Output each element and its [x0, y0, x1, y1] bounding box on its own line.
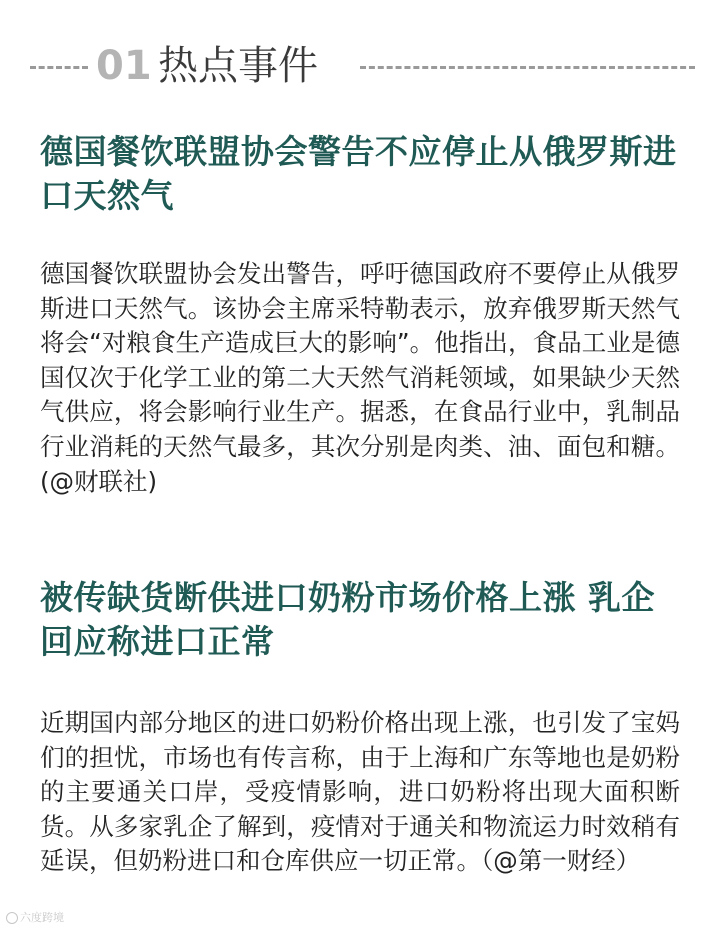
weibo-icon	[6, 912, 18, 924]
article-body: 德国餐饮联盟协会发出警告，呼吁德国政府不要停止从俄罗斯进口天然气。该协会主席采特勒表示，放弃俄罗斯天然气将会“对粮食生产造成巨大的影响”。他指出，食品工业是德国仅次于化学工业的第二大天然气消耗领域，如果缺少天然气供应，将会影响行业生产。据悉，在食品行业中，乳制品行业消耗的天然气最多，其次分别是肉类、油、面包和糖。(@财联社)	[40, 259, 680, 496]
article-body: 近期国内部分地区的进口奶粉价格出现上涨，也引发了宝妈们的担忧，市场也有传言称，由于上海和广东等地也是奶粉的主要通关口岸，受疫情影响，进口奶粉将出现大面积断货。从多家乳企了解到，疫情对于通关和物流运力时效稍有延误，但奶粉进口和仓库供应一切正常。（@第一财经）	[40, 708, 680, 876]
watermark-text: 六度跨境	[20, 911, 64, 924]
article-headline: 德国餐饮联盟协会警告不应停止从俄罗斯进口天然气	[40, 132, 677, 215]
section-number: 01	[96, 43, 152, 89]
watermark	[6, 908, 64, 928]
article-headline: 被传缺货断供进口奶粉市场价格上涨 乳企回应称进口正常	[40, 578, 655, 661]
dashed-divider-right	[360, 66, 695, 69]
section-header	[0, 38, 720, 98]
section-title: 热点事件	[158, 43, 318, 89]
dashed-divider-left	[30, 66, 88, 69]
